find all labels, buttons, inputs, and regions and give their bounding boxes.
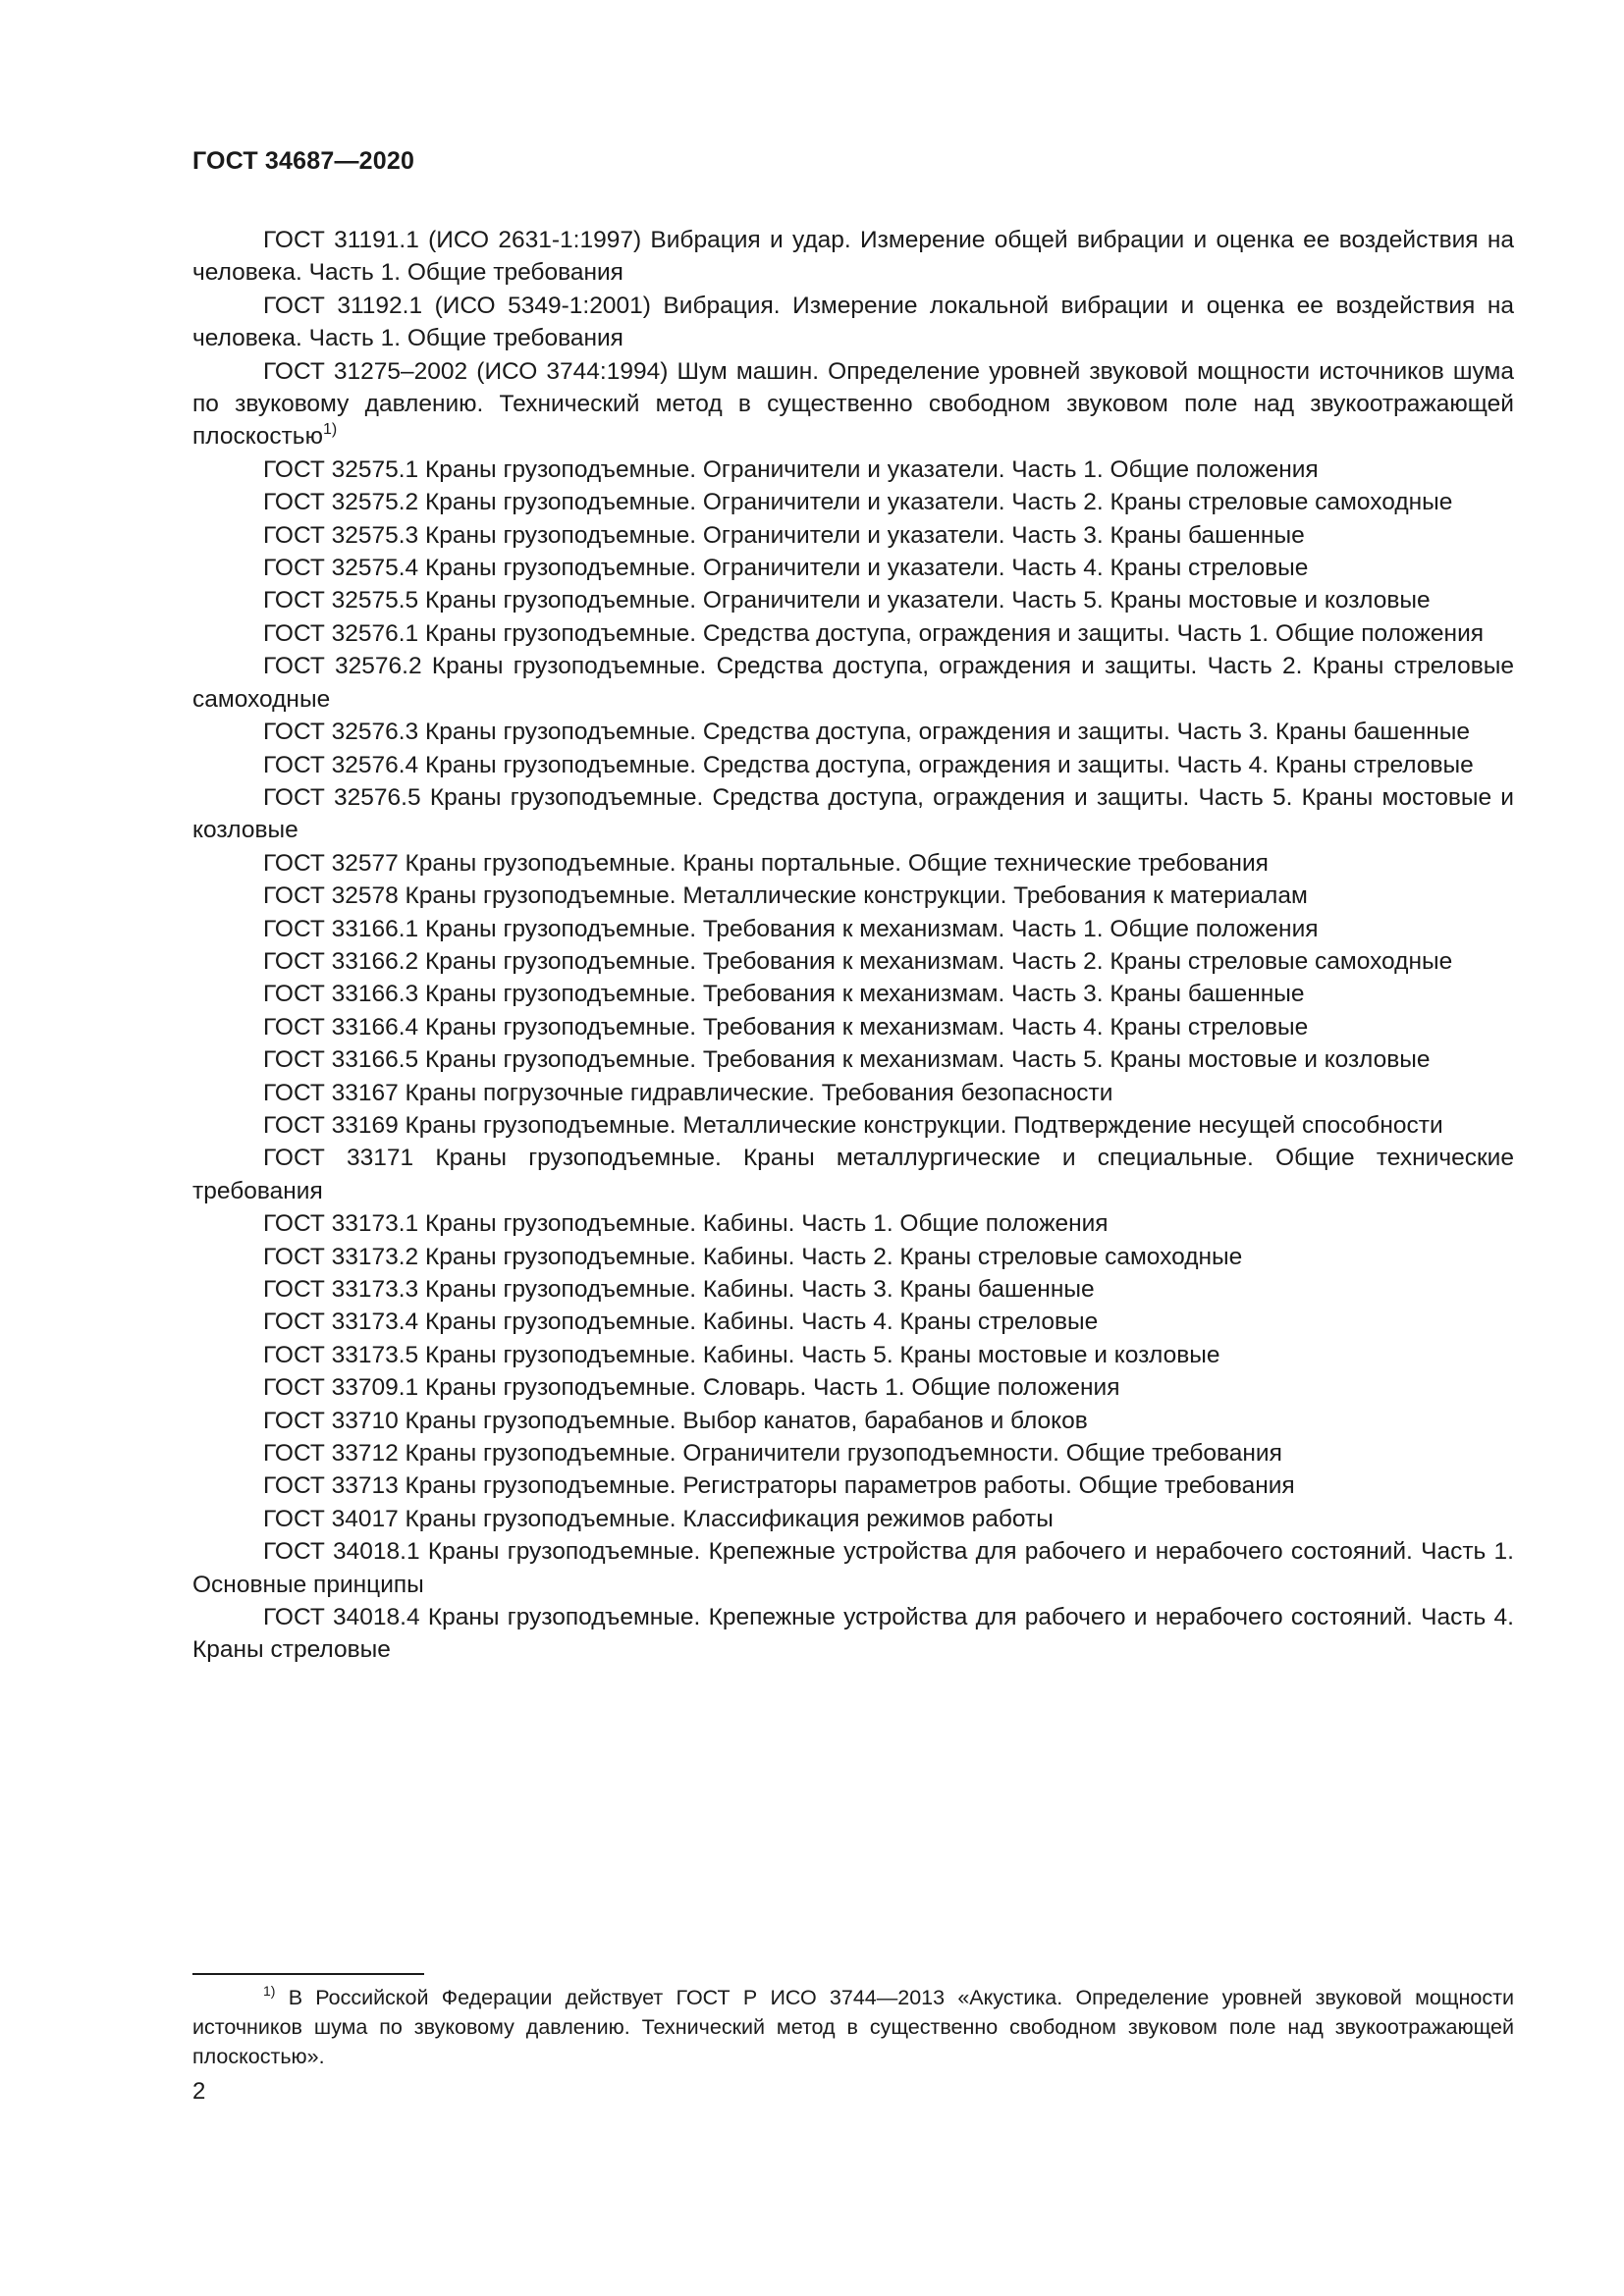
reference-item [192,945,1514,978]
reference-text: ГОСТ 31191.1 (ИСО 2631-1:1997) Вибрация и удар. Измерение общей вибрации и оценка ее воздействия на человека. Часть 1. Общие требования [192,227,1514,287]
reference-text: ГОСТ 33173.2 Краны грузоподъемные. Кабины. Часть 2. Краны стреловые самоходные [263,1243,1243,1270]
reference-item [192,847,1514,880]
reference-item [192,1077,1514,1109]
reference-item [192,1273,1514,1306]
reference-item [192,1437,1514,1469]
reference-text: ГОСТ 33709.1 Краны грузоподъемные. Словарь. Часть 1. Общие положения [263,1374,1120,1402]
reference-text: ГОСТ 33710 Краны грузоподъемные. Выбор канатов, барабанов и блоков [263,1407,1088,1434]
reference-item [192,1535,1514,1601]
reference-item [192,1503,1514,1535]
reference-item [192,355,1514,454]
footnote [192,1983,1514,2071]
reference-item [192,1405,1514,1437]
reference-item [192,1601,1514,1667]
reference-item [192,519,1514,552]
reference-item [192,584,1514,616]
footnote-text: В Российской Федерации действует ГОСТ Р ИСО 3744—2013 «Акустика. Определение уровней звуковой мощности источников шума по звуковому давлению. Технический метод в существенно свободном звуковом поле над звукоотражающей плоскостью». [192,1986,1514,2068]
reference-item [192,1241,1514,1273]
reference-text: ГОСТ 33166.5 Краны грузоподъемные. Требования к механизмам. Часть 5. Краны мостовые и козловые [263,1046,1431,1074]
reference-text: ГОСТ 33712 Краны грузоподъемные. Ограничители грузоподъемности. Общие требования [263,1440,1282,1468]
reference-text: ГОСТ 33173.1 Краны грузоподъемные. Кабины. Часть 1. Общие положения [263,1210,1109,1238]
reference-item [192,486,1514,518]
reference-item [192,1142,1514,1207]
reference-text: ГОСТ 32576.2 Краны грузоподъемные. Средства доступа, ограждения и защиты. Часть 2. Краны стреловые самоходные [192,653,1514,713]
reference-item [192,749,1514,781]
reference-item [192,978,1514,1010]
document-header: ГОСТ 34687—2020 [192,147,415,175]
reference-text: ГОСТ 33167 Краны погрузочные гидравлические. Требования безопасности [263,1079,1113,1106]
reference-text: ГОСТ 34017 Краны грузоподъемные. Классификация режимов работы [263,1505,1054,1532]
page-number: 2 [192,2078,206,2105]
reference-item [192,290,1514,355]
reference-item [192,1371,1514,1404]
footnote-marker: 1) [263,1983,276,1999]
reference-text: ГОСТ 32575.4 Краны грузоподъемные. Ограничители и указатели. Часть 4. Краны стреловые [263,555,1309,582]
reference-text: ГОСТ 33713 Краны грузоподъемные. Регистраторы параметров работы. Общие требования [263,1472,1295,1500]
footnote-separator [192,1973,424,1975]
reference-item [192,224,1514,290]
reference-item [192,1306,1514,1338]
reference-text: ГОСТ 33166.1 Краны грузоподъемные. Требования к механизмам. Часть 1. Общие положения [263,915,1319,942]
reference-item [192,1043,1514,1076]
reference-text: ГОСТ 33171 Краны грузоподъемные. Краны металлургические и специальные. Общие технические требования [192,1145,1514,1204]
reference-text: ГОСТ 34018.4 Краны грузоподъемные. Крепежные устройства для рабочего и нерабочего состояний. Часть 4. Краны стреловые [192,1604,1514,1664]
reference-item [192,1011,1514,1043]
reference-text: ГОСТ 32576.1 Краны грузоподъемные. Средства доступа, ограждения и защиты. Часть 1. Общие положения [263,619,1485,647]
footnote-reference-marker: 1) [322,421,338,439]
reference-item [192,617,1514,650]
reference-item [192,1207,1514,1240]
normative-references-list [192,224,1514,1667]
reference-text: ГОСТ 31275–2002 (ИСО 3744:1994) Шум машин. Определение уровней звуковой мощности источников шума по звуковому давлению. Технический метод в существенно свободном звуковом поле над звукоотражающей плоскостью [192,357,1514,451]
reference-text: ГОСТ 33173.3 Краны грузоподъемные. Кабины. Часть 3. Краны башенные [263,1276,1095,1303]
reference-text: ГОСТ 33166.4 Краны грузоподъемные. Требования к механизмам. Часть 4. Краны стреловые [263,1013,1309,1041]
reference-item [192,1469,1514,1502]
reference-item [192,880,1514,912]
reference-text: ГОСТ 32578 Краны грузоподъемные. Металлические конструкции. Требования к материалам [263,882,1308,910]
reference-text: ГОСТ 31192.1 (ИСО 5349-1:2001) Вибрация. Измерение локальной вибрации и оценка ее воздействия на человека. Часть 1. Общие требования [192,292,1514,352]
reference-item [192,716,1514,748]
reference-text: ГОСТ 33173.4 Краны грузоподъемные. Кабины. Часть 4. Краны стреловые [263,1308,1099,1336]
reference-text: ГОСТ 33166.3 Краны грузоподъемные. Требования к механизмам. Часть 3. Краны башенные [263,981,1305,1008]
reference-text: ГОСТ 33169 Краны грузоподъемные. Металлические конструкции. Подтверждение несущей способности [263,1111,1443,1139]
reference-text: ГОСТ 32576.4 Краны грузоподъемные. Средства доступа, ограждения и защиты. Часть 4. Краны стреловые [263,751,1474,778]
reference-text: ГОСТ 34018.1 Краны грузоподъемные. Крепежные устройства для рабочего и нерабочего состояний. Часть 1. Основные принципы [192,1538,1514,1598]
reference-item [192,650,1514,716]
reference-text: ГОСТ 32575.2 Краны грузоподъемные. Ограничители и указатели. Часть 2. Краны стреловые самоходные [263,489,1453,516]
reference-text: ГОСТ 32575.1 Краны грузоподъемные. Ограничители и указатели. Часть 1. Общие положения [263,455,1319,483]
reference-text: ГОСТ 32576.3 Краны грузоподъемные. Средства доступа, ограждения и защиты. Часть 3. Краны башенные [263,719,1471,746]
reference-text: ГОСТ 32577 Краны грузоподъемные. Краны портальные. Общие технические требования [263,849,1269,877]
reference-text: ГОСТ 33173.5 Краны грузоподъемные. Кабины. Часть 5. Краны мостовые и козловые [263,1341,1220,1368]
reference-text: ГОСТ 32576.5 Краны грузоподъемные. Средства доступа, ограждения и защиты. Часть 5. Краны мостовые и козловые [192,783,1514,844]
reference-item [192,454,1514,486]
reference-text: ГОСТ 33166.2 Краны грузоподъемные. Требования к механизмам. Часть 2. Краны стреловые самоходные [263,947,1453,975]
reference-item [192,552,1514,584]
reference-text: ГОСТ 32575.5 Краны грузоподъемные. Ограничители и указатели. Часть 5. Краны мостовые и козловые [263,587,1431,614]
reference-item [192,781,1514,847]
reference-item [192,1109,1514,1142]
reference-item [192,913,1514,945]
reference-text: ГОСТ 32575.3 Краны грузоподъемные. Ограничители и указатели. Часть 3. Краны башенные [263,521,1305,549]
reference-item [192,1339,1514,1371]
